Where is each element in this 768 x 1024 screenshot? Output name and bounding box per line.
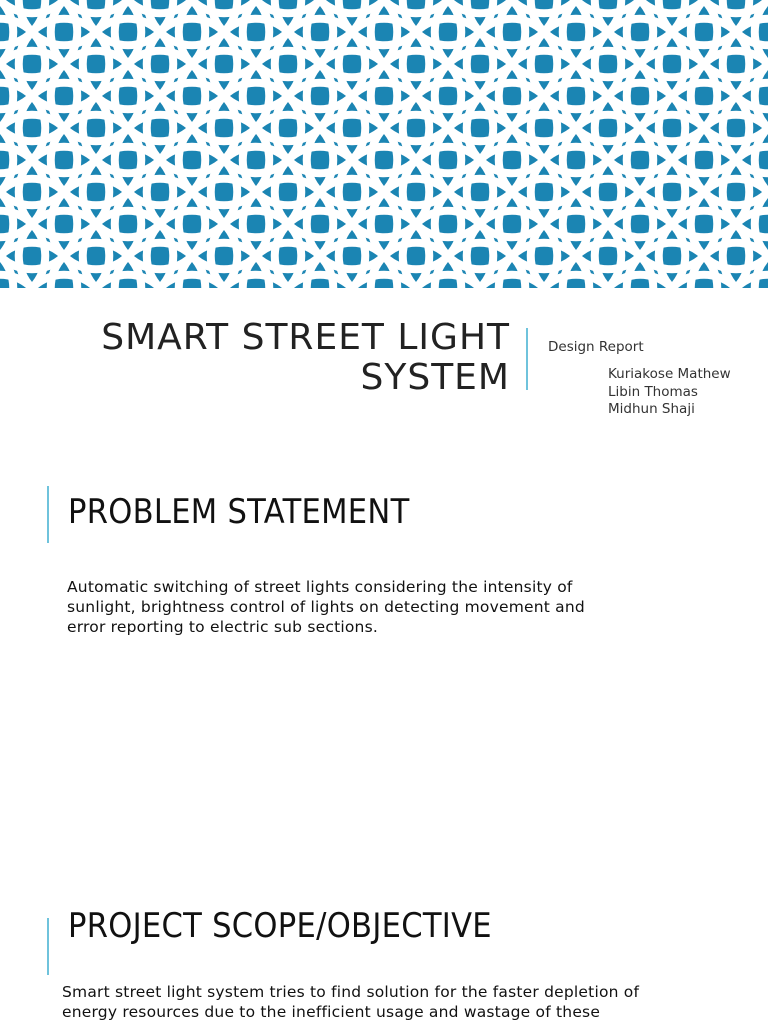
project-scope-text bbox=[62, 982, 639, 1022]
banner-pattern-graphic bbox=[0, 0, 768, 288]
slide-title-line-1: SMART STREET LIGHT bbox=[101, 317, 510, 358]
pattern-banner bbox=[0, 0, 768, 288]
author-name: Kuriakose Mathew bbox=[608, 366, 731, 382]
author-name: Libin Thomas bbox=[608, 383, 698, 400]
author-list bbox=[608, 366, 731, 419]
problem-statement-text bbox=[67, 577, 585, 637]
body-line: error reporting to electric sub sections. bbox=[67, 618, 378, 636]
section-heading-problem-statement: PROBLEM STATEMENT bbox=[68, 492, 410, 532]
section-accent-bar bbox=[47, 918, 49, 975]
section-accent-bar bbox=[47, 486, 49, 543]
slide-title-line-2: SYSTEM bbox=[360, 357, 510, 398]
author-name: Midhun Shaji bbox=[608, 401, 695, 417]
slide-subtitle: Design Report bbox=[548, 339, 644, 355]
body-line: Automatic switching of street lights considering the intensity of bbox=[67, 578, 573, 596]
body-line: sunlight, brightness control of lights on detecting movement and bbox=[67, 598, 585, 616]
title-divider bbox=[526, 328, 528, 390]
section-heading-project-scope: PROJECT SCOPE/OBJECTIVE bbox=[68, 906, 492, 946]
slide-title bbox=[101, 318, 510, 398]
body-line: Smart street light system tries to find solution for the faster depletion of bbox=[62, 983, 640, 1001]
body-line: energy resources due to the inefficient usage and wastage of these bbox=[62, 1003, 601, 1021]
